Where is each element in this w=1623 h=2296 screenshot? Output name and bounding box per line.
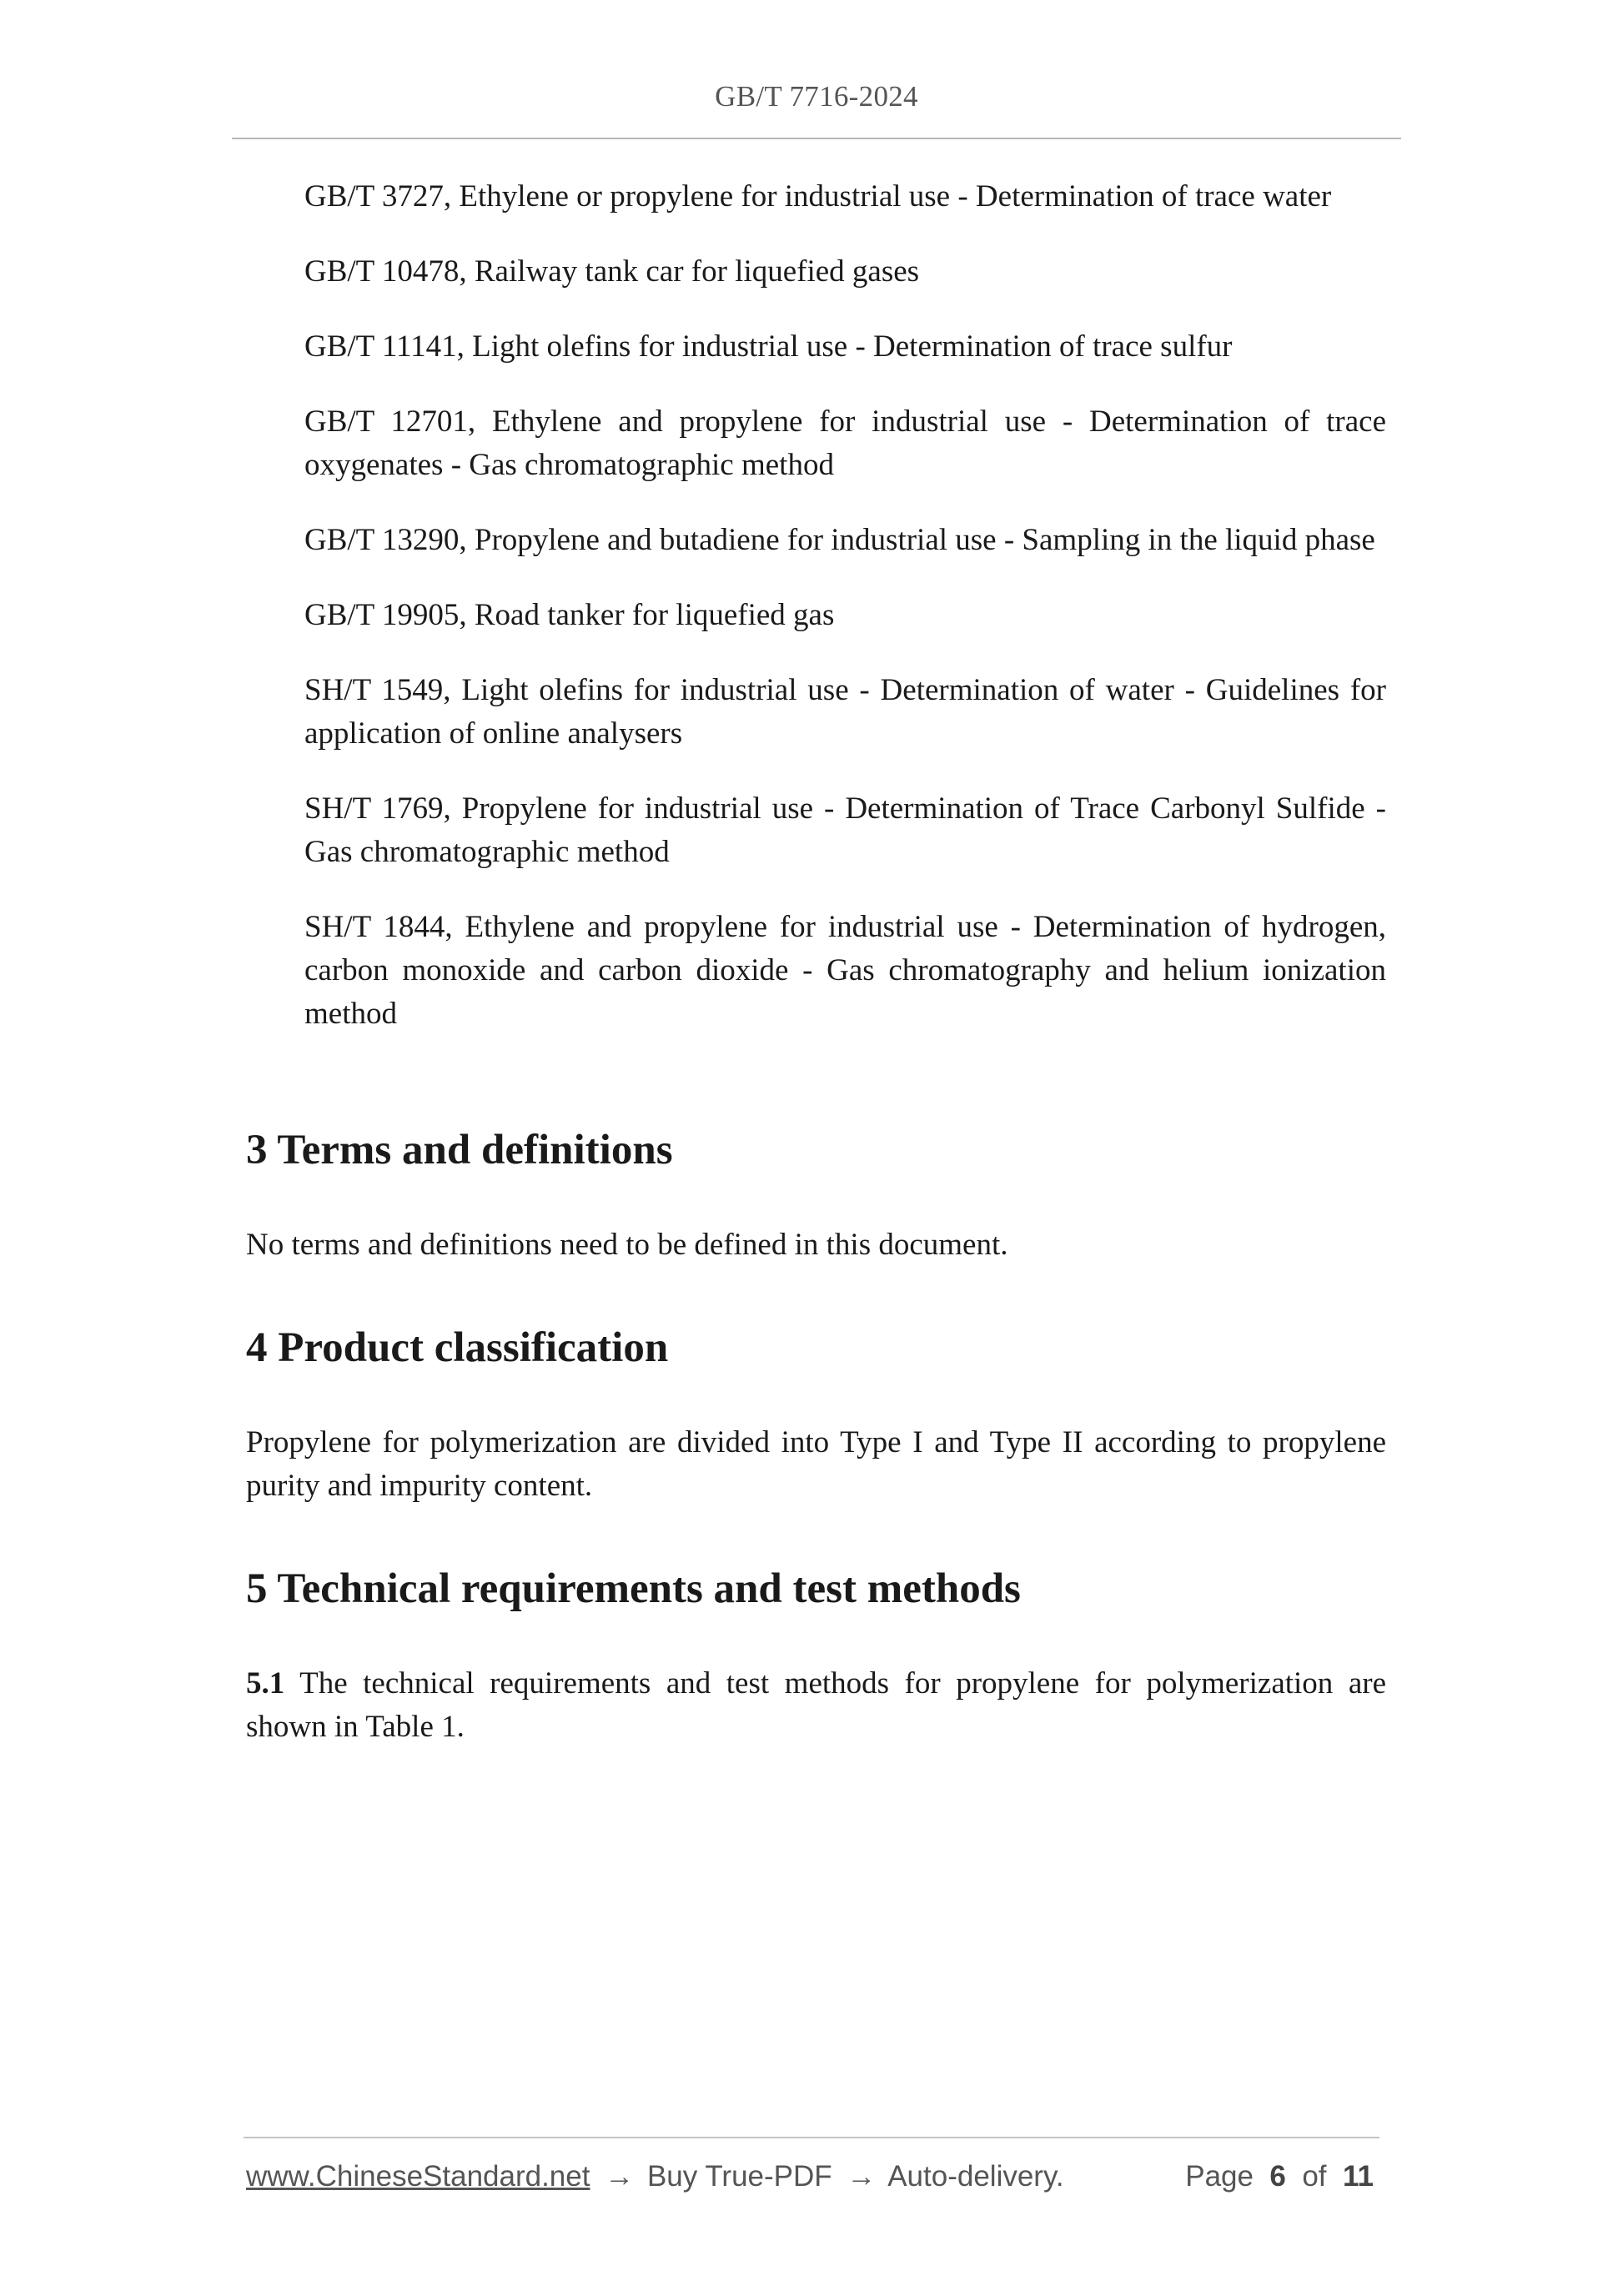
reference-item: GB/T 19905, Road tanker for liquefied gas [304,598,835,632]
clause-5-1 [246,1662,1386,1749]
arrow-right-icon: → [605,2160,635,2193]
delivery-text: Auto-delivery. [887,2160,1064,2193]
buy-text: Buy True-PDF [646,2160,832,2193]
section-4-heading: 4 Product classification [246,1324,669,1371]
reference-item: SH/T 1769, Propylene for industrial use - Determination of Trace Carbonyl Sulfide - Gas chromatographic method [304,791,1386,869]
footer-promo [246,2160,1064,2193]
page-of: of [1302,2160,1327,2193]
page-header: GB/T 7716-2024 [715,80,918,113]
section-3-heading: 3 Terms and definitions [246,1127,673,1173]
site-link[interactable]: www.ChineseStandard.net [246,2160,590,2193]
reference-item: GB/T 10478, Railway tank car for liquefied gases [304,254,920,289]
clause-number: 5.1 [246,1666,285,1701]
page-total: 11 [1343,2160,1374,2193]
main-content [246,1124,1386,1749]
page-number [1185,2160,1374,2193]
reference-item: GB/T 13290, Propylene and butadiene for industrial use - Sampling in the liquid phase [304,523,1375,557]
reference-item: GB/T 3727, Ethylene or propylene for industrial use - Determination of trace water [304,179,1332,214]
section-5-heading: 5 Technical requirements and test methods [246,1565,1021,1612]
reference-item: SH/T 1844, Ethylene and propylene for industrial use - Determination of hydrogen, carbon monoxide and carbon dioxide - Gas chromatography and helium ionization method [304,910,1386,1031]
section-3-text: No terms and definitions need to be defined in this document. [246,1228,1008,1262]
section-4-text: Propylene for polymerization are divided into Type I and Type II according to propylene purity and impurity content. [246,1425,1386,1503]
arrow-right-icon: → [847,2160,877,2193]
page-current: 6 [1269,2160,1286,2193]
reference-item: GB/T 11141, Light olefins for industrial use - Determination of trace sulfur [304,329,1233,364]
page-label: Page [1185,2160,1254,2193]
header-divider [232,138,1401,139]
footer-divider [244,2137,1379,2138]
clause-text: The technical requirements and test methods for propylene for polymerization are shown in Table 1. [246,1666,1386,1744]
page-footer [246,2160,1378,2197]
normative-references-list [304,175,1386,1068]
reference-item: GB/T 12701, Ethylene and propylene for industrial use - Determination of trace oxygenates - Gas chromatographic method [304,404,1386,482]
reference-item: SH/T 1549, Light olefins for industrial use - Determination of water - Guidelines for application of online analysers [304,673,1386,751]
